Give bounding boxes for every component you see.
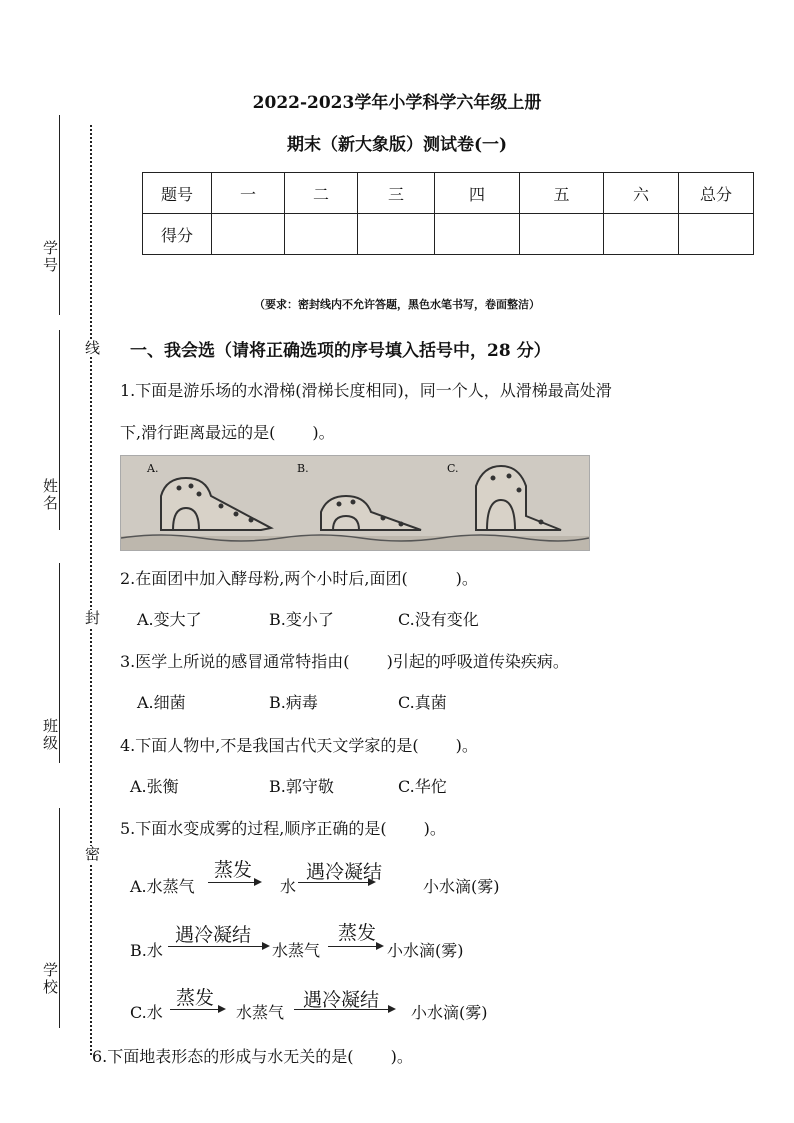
score-table-score-row bbox=[143, 214, 754, 255]
q2-option-c[interactable]: C.没有变化 bbox=[398, 610, 479, 629]
question-6: 6.下面地表形态的形成与水无关的是( )。 bbox=[92, 1047, 413, 1066]
q5-a-arrow1-label: 蒸发 bbox=[214, 859, 253, 881]
q5-option-a-mid: 水 bbox=[280, 877, 297, 896]
question-4: 4.下面人物中,不是我国古代天文学家的是( )。 bbox=[120, 736, 478, 755]
score-table-header-row bbox=[143, 173, 754, 214]
seal-dotted-line bbox=[90, 125, 92, 1055]
q5-b-arrow1-icon bbox=[168, 946, 268, 947]
class-label: 班级 bbox=[41, 718, 59, 752]
score-entry[interactable] bbox=[604, 214, 679, 255]
score-cell: 二 bbox=[285, 173, 358, 214]
q4-option-c[interactable]: C.华佗 bbox=[398, 777, 447, 796]
q5-b-arrow2-label: 蒸发 bbox=[338, 922, 377, 944]
q5-c-arrow2-label: 遇冷凝结 bbox=[303, 989, 380, 1011]
q5-option-a-end: 小水滴(雾) bbox=[423, 877, 500, 896]
q4-option-b[interactable]: B.郭守敬 bbox=[269, 777, 334, 796]
q2-option-a[interactable]: A.变大了 bbox=[137, 610, 202, 629]
page-title: 2022-2023学年小学科学六年级上册 bbox=[252, 93, 542, 113]
seal-char-secret: 密 bbox=[83, 846, 101, 863]
question-2: 2.在面团中加入酵母粉,两个小时后,面团( )。 bbox=[120, 569, 478, 588]
question-1-line2: 下,滑行距离最远的是( )。 bbox=[120, 423, 335, 442]
q3-option-a[interactable]: A.细菌 bbox=[137, 693, 186, 712]
q5-option-b-end: 小水滴(雾) bbox=[387, 941, 464, 960]
seal-char-line: 线 bbox=[83, 340, 101, 357]
score-cell: 题号 bbox=[143, 173, 212, 214]
score-cell: 五 bbox=[520, 173, 604, 214]
q5-a-arrow1-icon bbox=[208, 882, 260, 883]
score-cell: 六 bbox=[604, 173, 679, 214]
score-cell: 总分 bbox=[679, 173, 754, 214]
question-1-line1: 1.下面是游乐场的水滑梯(滑梯长度相同)，同一个人，从滑梯最高处滑 bbox=[120, 381, 612, 400]
q5-a-arrow2-icon bbox=[298, 882, 374, 883]
q3-option-b[interactable]: B.病毒 bbox=[269, 693, 318, 712]
water-slide-illustration bbox=[121, 456, 589, 550]
score-entry[interactable] bbox=[435, 214, 520, 255]
score-cell: 三 bbox=[358, 173, 435, 214]
score-entry[interactable] bbox=[520, 214, 604, 255]
slide-a-icon bbox=[161, 478, 271, 530]
slide-c-label: C. bbox=[447, 462, 459, 475]
score-cell: 一 bbox=[212, 173, 285, 214]
question-3: 3.医学上所说的感冒通常特指由( )引起的呼吸道传染疾病。 bbox=[120, 652, 569, 671]
requirement-note: （要求：密封线内不允许答题，黑色水笔书写，卷面整洁） bbox=[254, 298, 540, 311]
q5-c-arrow1-label: 蒸发 bbox=[176, 987, 215, 1009]
q5-a-arrow2-label: 遇冷凝结 bbox=[306, 861, 383, 883]
score-row-label: 得分 bbox=[143, 214, 212, 255]
slide-b-label: B. bbox=[297, 462, 309, 475]
score-cell: 四 bbox=[435, 173, 520, 214]
q5-option-c-end: 小水滴(雾) bbox=[411, 1003, 488, 1022]
q3-option-c[interactable]: C.真菌 bbox=[398, 693, 447, 712]
score-entry[interactable] bbox=[358, 214, 435, 255]
q5-b-arrow2-icon bbox=[328, 946, 382, 947]
q5-b-arrow1-label: 遇冷凝结 bbox=[175, 924, 252, 946]
q5-option-c-mid: 水蒸气 bbox=[236, 1003, 285, 1022]
school-label: 学校 bbox=[41, 962, 59, 996]
q5-c-arrow2-icon bbox=[294, 1009, 394, 1010]
question-5: 5.下面水变成雾的过程,顺序正确的是( )。 bbox=[120, 819, 446, 838]
q5-option-b-mid: 水蒸气 bbox=[272, 941, 321, 960]
score-entry[interactable] bbox=[679, 214, 754, 255]
q5-option-b-start[interactable]: B.水 bbox=[130, 941, 163, 960]
q5-c-arrow1-icon bbox=[170, 1009, 224, 1010]
score-entry[interactable] bbox=[212, 214, 285, 255]
page-subtitle: 期末（新大象版）测试卷(一) bbox=[286, 135, 508, 155]
slide-c-icon bbox=[476, 466, 561, 530]
section-heading: 一、我会选（请将正确选项的序号填入括号中，28 分） bbox=[130, 341, 551, 361]
score-entry[interactable] bbox=[285, 214, 358, 255]
q2-option-b[interactable]: B.变小了 bbox=[269, 610, 334, 629]
slide-b-icon bbox=[321, 496, 421, 530]
score-table bbox=[142, 172, 754, 255]
seal-char-seal: 封 bbox=[83, 610, 101, 627]
q4-option-a[interactable]: A.张衡 bbox=[130, 777, 179, 796]
slide-a-label: A. bbox=[147, 462, 159, 475]
student-id-label: 学号 bbox=[41, 240, 59, 274]
q5-option-c-start[interactable]: C.水 bbox=[130, 1003, 163, 1022]
water-slide-figure bbox=[120, 455, 590, 551]
name-label: 姓名 bbox=[41, 478, 59, 512]
q5-option-a-start[interactable]: A.水蒸气 bbox=[130, 877, 195, 896]
